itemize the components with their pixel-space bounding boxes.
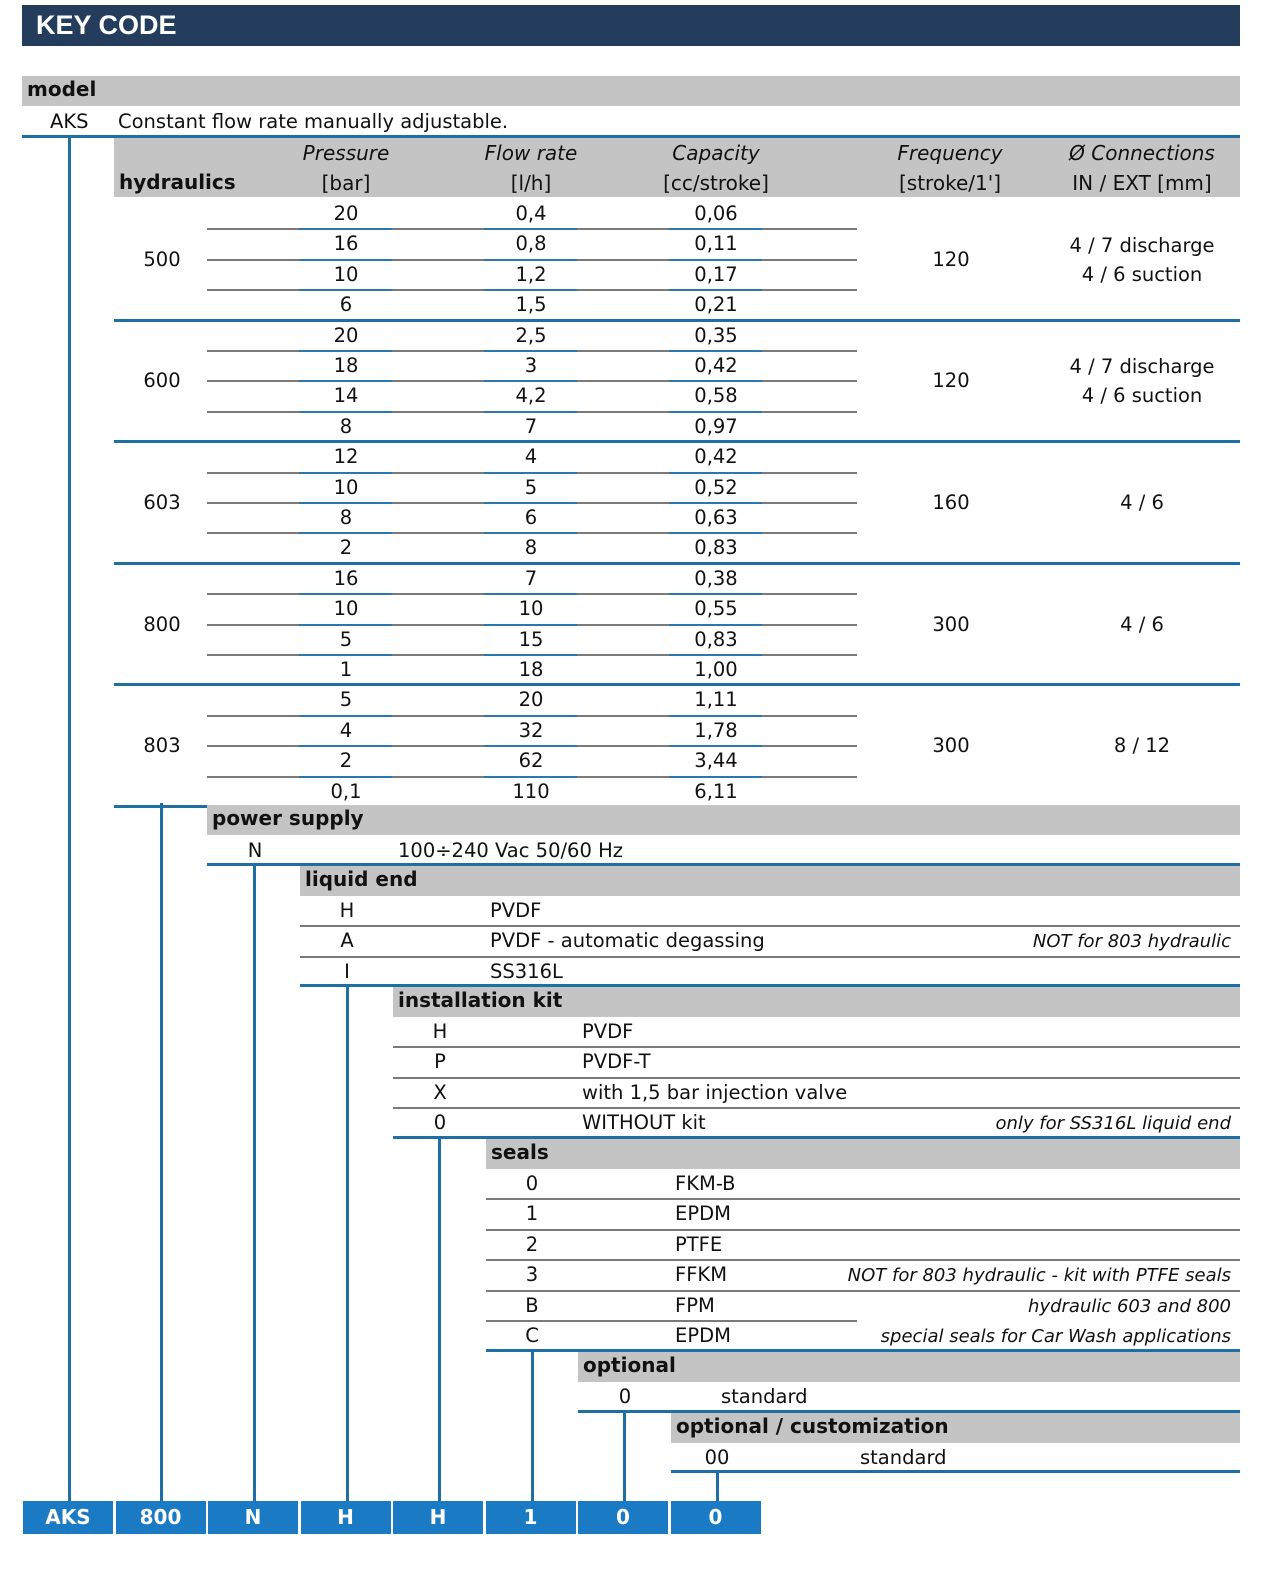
- row-divider-accent: [669, 593, 762, 595]
- hydraulics-connection: 4 / 6 suction: [1081, 384, 1203, 408]
- seals-divider: [486, 1259, 1240, 1261]
- hydraulics-cell: 7: [524, 414, 538, 438]
- hydraulics-cell: 62: [518, 749, 544, 773]
- hydraulics-connection: 4 / 6: [1120, 612, 1164, 636]
- optional-header: [578, 1352, 1240, 1382]
- row-divider-accent: [484, 411, 577, 413]
- row-divider-accent: [669, 654, 762, 656]
- hydraulics-label: hydraulics: [119, 170, 236, 194]
- row-divider-accent: [299, 502, 392, 504]
- liquid_end-desc: PVDF - automatic degassing: [490, 929, 765, 953]
- seals-desc: EPDM: [675, 1324, 731, 1347]
- hydraulics-frequency: 160: [932, 491, 970, 514]
- code-segment: 1: [486, 1501, 576, 1534]
- hydraulics-frequency: 120: [932, 369, 970, 393]
- customization-underline: [671, 1470, 1240, 1473]
- liquid_end-code: I: [344, 959, 350, 983]
- liquid_end-code: H: [339, 899, 355, 922]
- seals-desc: FKM-B: [675, 1172, 736, 1195]
- row-divider-accent: [299, 350, 392, 352]
- hydraulics-cell: 110: [512, 779, 550, 803]
- row-divider-accent: [299, 380, 392, 382]
- installation_kit-desc: WITHOUT kit: [582, 1111, 706, 1135]
- code-segment: 0: [671, 1501, 761, 1534]
- hydraulics-cell: 6,11: [694, 779, 738, 803]
- hydraulics-cell: 1,2: [515, 262, 547, 286]
- customization-code: 00: [704, 1446, 730, 1469]
- hydraulics-cell: 12: [333, 445, 359, 469]
- seals-desc: FFKM: [675, 1263, 728, 1287]
- code-segment: 800: [116, 1501, 206, 1534]
- hydraulics-cell: 0,17: [694, 262, 738, 286]
- hydraulics-cell: 18: [518, 658, 544, 681]
- row-divider-accent: [299, 745, 392, 747]
- hydraulics-cell: 3: [524, 354, 538, 377]
- liquid_end-divider: [300, 956, 1240, 958]
- row-divider-accent: [484, 624, 577, 626]
- customization-header: [671, 1413, 1240, 1443]
- connector-customization: [716, 1470, 719, 1501]
- row-divider-accent: [669, 411, 762, 413]
- row-divider-accent: [669, 380, 762, 382]
- seals-divider: [486, 1290, 1240, 1292]
- title-bar: [22, 5, 1240, 46]
- hydraulics-cell: 6: [339, 293, 353, 317]
- hydraulics-cell: 8: [339, 506, 353, 529]
- code-segment: AKS: [23, 1501, 113, 1534]
- seals-code: 0: [525, 1172, 539, 1195]
- hydraulics-cell: 16: [333, 232, 359, 256]
- row-divider-accent: [299, 593, 392, 595]
- row-divider-accent: [484, 502, 577, 504]
- hydraulics-cell: 15: [518, 627, 544, 651]
- hydraulics-cell: 0,11: [694, 232, 738, 256]
- hydraulics-cell: 3,44: [694, 749, 738, 773]
- installation_kit-divider: [393, 1046, 1240, 1048]
- frequency-header: Frequency: [897, 141, 1003, 165]
- hydraulics-cell: 32: [518, 718, 544, 742]
- page-title: KEY CODE: [36, 10, 177, 40]
- seals-desc: EPDM: [675, 1202, 731, 1226]
- hydraulics-frequency: 300: [932, 734, 970, 758]
- group-separator: [114, 319, 1240, 322]
- row-divider-accent: [484, 776, 577, 778]
- seals-divider: [486, 1198, 1240, 1200]
- row-divider-accent: [484, 289, 577, 291]
- hydraulics-cell: 8: [524, 536, 538, 560]
- model-code: AKS: [50, 110, 89, 133]
- code-segment: N: [208, 1501, 298, 1534]
- model-header: [22, 76, 1240, 106]
- seals-code: C: [525, 1324, 539, 1347]
- hydraulics-cell: 1,11: [694, 688, 738, 712]
- row-divider-accent: [669, 532, 762, 534]
- hydraulics-cell: 10: [333, 262, 359, 286]
- customization-desc: standard: [860, 1446, 947, 1469]
- liquid_end-code: A: [340, 929, 354, 953]
- row-divider-accent: [299, 259, 392, 261]
- installation_kit-code: 0: [433, 1111, 447, 1135]
- hydraulics-cell: 2: [339, 749, 353, 773]
- liquid_end-desc: SS316L: [490, 959, 563, 983]
- hydraulics-cell: 10: [518, 597, 544, 621]
- hydraulics-cell: 14: [333, 384, 359, 408]
- installation_kit-code: P: [434, 1050, 446, 1074]
- hydraulics-cell: 0,55: [694, 597, 738, 621]
- hydraulics-cell: 0,83: [694, 627, 738, 651]
- installation_kit-desc: PVDF: [582, 1020, 634, 1043]
- hydraulics-cell: 4: [339, 718, 353, 742]
- hydraulics-cell: 0,83: [694, 536, 738, 560]
- hydraulics-cell: 0,63: [694, 506, 738, 529]
- connector-seals: [531, 1349, 534, 1501]
- seals-code: B: [525, 1293, 539, 1317]
- installation_kit-divider: [393, 1107, 1240, 1109]
- installation_kit-note: only for SS316L liquid end: [995, 1113, 1231, 1135]
- customization-label: optional / customization: [676, 1414, 949, 1438]
- hydraulics-model: 803: [143, 734, 181, 758]
- hydraulics-cell: 0,38: [694, 566, 738, 590]
- hydraulics-cell: 0,4: [515, 202, 547, 225]
- seals-note: hydraulic 603 and 800: [1028, 1295, 1231, 1317]
- hydraulics-cell: 0,1: [330, 779, 362, 803]
- row-divider-accent: [299, 411, 392, 413]
- hydraulics-model: 500: [143, 247, 181, 271]
- flow-unit: [l/h]: [510, 171, 552, 195]
- capacity-header: Capacity: [672, 141, 760, 165]
- seals-desc: PTFE: [675, 1232, 723, 1256]
- hydraulics-cell: 2: [339, 536, 353, 560]
- row-divider-accent: [299, 472, 392, 474]
- power-supply-code: N: [247, 839, 263, 862]
- liquid-end-header: [300, 866, 1240, 896]
- hydraulics-cell: 0,52: [694, 475, 738, 499]
- hydraulics-cell: 0,06: [694, 202, 738, 225]
- seals-code: 3: [525, 1263, 539, 1287]
- liquid_end-desc: PVDF: [490, 899, 542, 922]
- row-divider-accent: [484, 380, 577, 382]
- row-divider-accent: [299, 654, 392, 656]
- connector-liquid-end: [346, 984, 349, 1501]
- pressure-unit: [bar]: [321, 171, 371, 195]
- hydraulics-cell: 0,21: [694, 293, 738, 317]
- connector-model: [68, 135, 71, 1501]
- seals-note: NOT for 803 hydraulic - kit with PTFE seals: [847, 1265, 1231, 1287]
- hydraulics-cell: 2,5: [515, 323, 547, 347]
- hydraulics-model: 600: [143, 369, 181, 393]
- hydraulics-cell: 5: [339, 627, 353, 651]
- row-divider-accent: [669, 776, 762, 778]
- row-divider-accent: [484, 259, 577, 261]
- hydraulics-cell: 1,78: [694, 718, 738, 742]
- connections-header: Ø Connections: [1069, 141, 1215, 165]
- installation_kit-desc: with 1,5 bar injection valve: [582, 1080, 848, 1104]
- optional-label: optional: [583, 1353, 676, 1377]
- seals-header: [486, 1139, 1240, 1169]
- hydraulics-connection: 4 / 6 suction: [1081, 262, 1203, 286]
- power-supply-label: power supply: [212, 806, 364, 830]
- connector-hydraulics: [160, 803, 163, 1501]
- hydraulics-cell: 16: [333, 566, 359, 590]
- row-divider-accent: [669, 624, 762, 626]
- hydraulics-cell: 4,2: [515, 384, 547, 408]
- hydraulics-cell: 0,97: [694, 414, 738, 438]
- connector-power-supply: [253, 863, 256, 1501]
- row-divider-accent: [484, 593, 577, 595]
- connector-optional: [623, 1410, 626, 1501]
- row-divider-accent: [299, 624, 392, 626]
- hydraulics-cell: 0,42: [694, 445, 738, 469]
- installation_kit-code: X: [433, 1080, 447, 1104]
- row-divider-accent: [669, 350, 762, 352]
- seals-divider: [486, 1229, 1240, 1231]
- seals-code: 2: [525, 1232, 539, 1256]
- hydraulics-frequency: 300: [932, 612, 970, 636]
- row-divider-accent: [299, 228, 392, 230]
- hydraulics-cell: 18: [333, 354, 359, 377]
- row-divider-accent: [669, 502, 762, 504]
- power-supply-desc: 100÷240 Vac 50/60 Hz: [398, 839, 623, 862]
- hydraulics-model: 603: [143, 491, 181, 514]
- liquid-end-label: liquid end: [305, 867, 418, 891]
- optional-code: 0: [618, 1385, 632, 1408]
- hydraulics-cell: 1: [339, 658, 353, 681]
- group-separator: [114, 440, 1240, 443]
- optional-desc: standard: [721, 1385, 808, 1408]
- hydraulics-cell: 1,5: [515, 293, 547, 317]
- hydraulics-cell: 10: [333, 597, 359, 621]
- row-divider-accent: [669, 472, 762, 474]
- code-segment: H: [393, 1501, 483, 1534]
- hydraulics-frequency: 120: [932, 247, 970, 271]
- capacity-unit: [cc/stroke]: [663, 171, 769, 195]
- seals-divider: [486, 1320, 857, 1322]
- code-segment: H: [301, 1501, 391, 1534]
- row-divider-accent: [299, 289, 392, 291]
- row-divider-accent: [669, 259, 762, 261]
- hydraulics-cell: 10: [333, 475, 359, 499]
- seals-note: special seals for Car Wash applications: [880, 1326, 1231, 1347]
- frequency-unit: [stroke/1']: [898, 171, 1002, 195]
- code-segment: 0: [578, 1501, 668, 1534]
- hydraulics-cell: 4: [524, 445, 538, 469]
- hydraulics-cell: 0,8: [515, 232, 547, 256]
- installation_kit-desc: PVDF-T: [582, 1050, 651, 1074]
- row-divider-accent: [299, 776, 392, 778]
- model-label: model: [27, 77, 97, 101]
- installation-kit-label: installation kit: [398, 988, 563, 1012]
- installation-kit-header: [393, 987, 1240, 1017]
- pressure-header: Pressure: [302, 141, 390, 165]
- seals-label: seals: [491, 1140, 549, 1164]
- installation_kit-divider: [393, 1077, 1240, 1079]
- row-divider-accent: [299, 532, 392, 534]
- hydraulics-connection: 4 / 6: [1120, 491, 1164, 514]
- model-description: Constant flow rate manually adjustable.: [118, 110, 509, 133]
- group-separator: [114, 683, 1240, 686]
- row-divider-accent: [669, 715, 762, 717]
- hydraulics-cell: 5: [339, 688, 353, 712]
- hydraulics-cell: 0,42: [694, 354, 738, 377]
- hydraulics-cell: 5: [524, 475, 538, 499]
- hydraulics-cell: 20: [333, 323, 359, 347]
- seals-code: 1: [525, 1202, 539, 1226]
- hydraulics-cell: 0,58: [694, 384, 738, 408]
- row-divider-accent: [669, 289, 762, 291]
- flow-header: Flow rate: [484, 141, 578, 165]
- row-divider-accent: [484, 745, 577, 747]
- hydraulics-connection: 8 / 12: [1113, 734, 1171, 758]
- hydraulics-cell: 20: [518, 688, 544, 712]
- row-divider-accent: [484, 472, 577, 474]
- group-separator: [114, 562, 1240, 565]
- hydraulics-cell: 8: [339, 414, 353, 438]
- row-divider-accent: [669, 228, 762, 230]
- power-supply-header: [207, 805, 1240, 835]
- hydraulics-connection: 4 / 7 discharge: [1069, 355, 1215, 379]
- hydraulics-cell: 6: [524, 506, 538, 529]
- row-divider-accent: [484, 350, 577, 352]
- hydraulics-cell: 1,00: [694, 658, 738, 681]
- connections-unit: IN / EXT [mm]: [1072, 171, 1212, 195]
- hydraulics-cell: 7: [524, 566, 538, 590]
- hydraulics-cell: 20: [333, 202, 359, 225]
- row-divider-accent: [299, 715, 392, 717]
- row-divider-accent: [484, 654, 577, 656]
- row-divider-accent: [484, 532, 577, 534]
- row-divider-accent: [669, 745, 762, 747]
- liquid_end-divider: [300, 925, 1240, 927]
- connector-installation-kit: [438, 1136, 441, 1501]
- hydraulics-model: 800: [143, 612, 181, 636]
- row-divider-accent: [484, 228, 577, 230]
- hydraulics-connection: 4 / 7 discharge: [1069, 233, 1215, 257]
- hydraulics-cell: 0,35: [694, 323, 738, 347]
- liquid_end-note: NOT for 803 hydraulic: [1032, 931, 1231, 953]
- installation_kit-code: H: [432, 1020, 448, 1043]
- row-divider-accent: [484, 715, 577, 717]
- seals-desc: FPM: [675, 1293, 715, 1317]
